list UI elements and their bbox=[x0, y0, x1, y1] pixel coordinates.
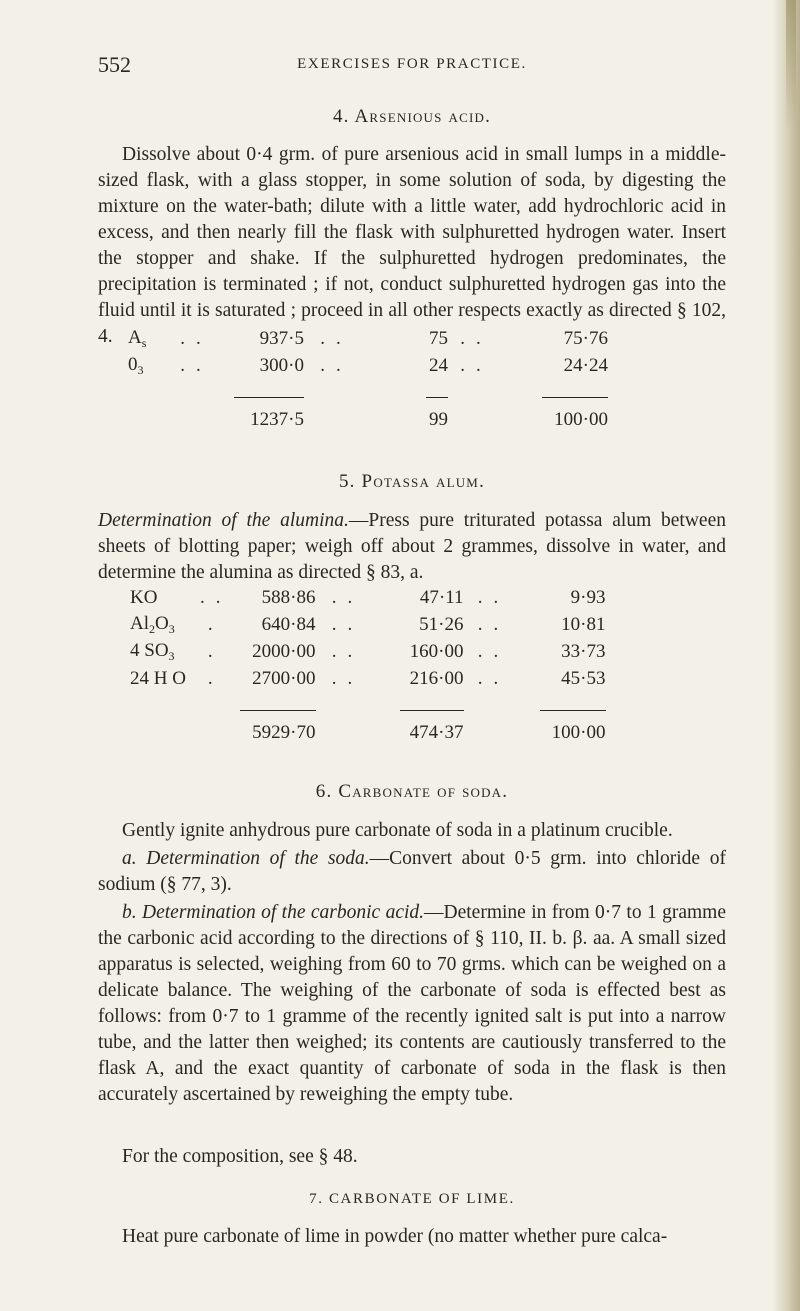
compound-label: $Al_2O_3$ bbox=[130, 612, 175, 636]
total-weight: 1237·5 bbox=[250, 408, 304, 430]
totals-row bbox=[128, 406, 608, 433]
element-label: $0_3$ bbox=[128, 353, 144, 377]
table-row: 4 $SO_3$ . 2000·00 .. 160·00 .. 33·73 bbox=[130, 638, 606, 665]
running-title: EXERCISES FOR PRACTICE. bbox=[297, 56, 527, 72]
section-6-part-a: a. Determination of the soda.—Convert about 0·5 grm. into chloride of sodium (§ 77, 3). bbox=[98, 848, 726, 895]
atomic-weight: 300·0 bbox=[259, 354, 304, 376]
compound-label: 24 H O bbox=[130, 667, 186, 689]
atomic-weight: 640·84 bbox=[261, 613, 316, 635]
percent: 9·93 bbox=[570, 586, 606, 608]
total-percent: 100·00 bbox=[551, 721, 606, 743]
total-weight: 5929·70 bbox=[252, 721, 316, 743]
arsenious-acid-table bbox=[128, 325, 608, 433]
equivalent: 47·11 bbox=[419, 586, 464, 608]
total-equivalent: 99 bbox=[429, 408, 448, 430]
atomic-weight: 2000·00 bbox=[252, 640, 316, 662]
equivalent: 160·00 bbox=[409, 640, 464, 662]
equivalent: 24 bbox=[429, 354, 448, 376]
section-5-lead: Determination of the alumina. bbox=[98, 510, 349, 531]
table-row: $0_3$ .. 300·0 .. 24 .. 24·24 bbox=[128, 352, 608, 379]
atomic-weight: 588·86 bbox=[261, 586, 316, 608]
section-5-paragraph: Determination of the alumina.—Press pure triturated potassa alum between sheets of blotting paper; weigh off about 2 grammes, dissolve in water, and determine the alumina as directed § 83, a. bbox=[98, 510, 726, 583]
page-number: 552 bbox=[98, 52, 131, 77]
page-edge-stain bbox=[786, 0, 796, 130]
page-header bbox=[98, 52, 726, 82]
section-6-intro: Gently ignite anhydrous pure carbonate of soda in a platinum crucible. bbox=[122, 820, 673, 841]
total-equivalent: 474·37 bbox=[409, 721, 464, 743]
page-edge-shadow bbox=[772, 0, 800, 1311]
table-row: KO .. 588·86 .. 47·11 .. 9·93 bbox=[130, 584, 606, 611]
section-6-composition: For the composition, see § 48. bbox=[122, 1146, 358, 1167]
section-5-title: 5. Potassa alum. bbox=[338, 471, 486, 492]
percent: 75·76 bbox=[563, 327, 608, 349]
compound-label: KO bbox=[130, 586, 158, 608]
percent: 45·53 bbox=[561, 667, 606, 689]
element-label: $A_s$ bbox=[128, 326, 147, 350]
equivalent: 51·26 bbox=[419, 613, 464, 635]
section-4-paragraph: Dissolve about 0·4 grm. of pure arsenious acid in small lumps in a middle-sized flask, with a glass stopper, in some solution of soda, by digesting the mixture on the water-bath; dilute with a little water, add hydrochloric acid in excess, and then nearly fill the flask with sulphuretted hydrogen water. Insert the stopper and shake. If the sulphuretted hydrogen predominates, the precipitation is terminated ; if not, conduct sulphuretted hydrogen gas into the fluid until it is saturated ; proceed in all other respects exactly as directed § 102, 4. bbox=[98, 144, 726, 347]
equivalent: 75 bbox=[429, 327, 448, 349]
section-4-title: 4. Arsenious acid. bbox=[332, 106, 492, 127]
percent: 33·73 bbox=[561, 640, 606, 662]
sum-rule bbox=[128, 379, 608, 406]
section-7-title: 7. CARBONATE OF LIME. bbox=[309, 1191, 515, 1207]
table-row: 24 H O . 2700·00 .. 216·00 .. 45·53 bbox=[130, 665, 606, 692]
section-6-title: 6. Carbonate of soda. bbox=[315, 781, 509, 802]
section-6-part-b: b. Determination of the carbonic acid.—Determine in from 0·7 to 1 gramme the carbonic acid according to the directions of § 110, II. b. β. aa. A small sized apparatus is selected, weighing from 60 to 70 grms. which can be weighed on a delicate balance. The weighing of the carbonate of soda is effected best as follows: from 0·7 to 1 gramme of the recently ignited salt is put into a narrow tube, and the latter then weighed; its contents are cautiously transferred to the flask A, and the exact quantity of carbonate of soda in the flask is then accurately ascertained by reweighing the empty tube. bbox=[98, 902, 726, 1105]
total-percent: 100·00 bbox=[554, 408, 608, 430]
section-7-paragraph: Heat pure carbonate of lime in powder (no matter whether pure calca- bbox=[122, 1226, 668, 1247]
table-row: $Al_2O_3$ . 640·84 .. 51·26 .. 10·81 bbox=[130, 611, 606, 638]
atomic-weight: 937·5 bbox=[259, 327, 304, 349]
potassa-alum-table bbox=[130, 584, 606, 746]
compound-label: 4 $SO_3$ bbox=[130, 639, 175, 663]
atomic-weight: 2700·00 bbox=[252, 667, 316, 689]
equivalent: 216·00 bbox=[409, 667, 464, 689]
percent: 24·24 bbox=[563, 354, 608, 376]
table-row: $A_s$ .. 937·5 .. 75 .. 75·76 bbox=[128, 325, 608, 352]
totals-row bbox=[130, 719, 606, 746]
percent: 10·81 bbox=[561, 613, 606, 635]
sum-rule bbox=[130, 692, 606, 719]
